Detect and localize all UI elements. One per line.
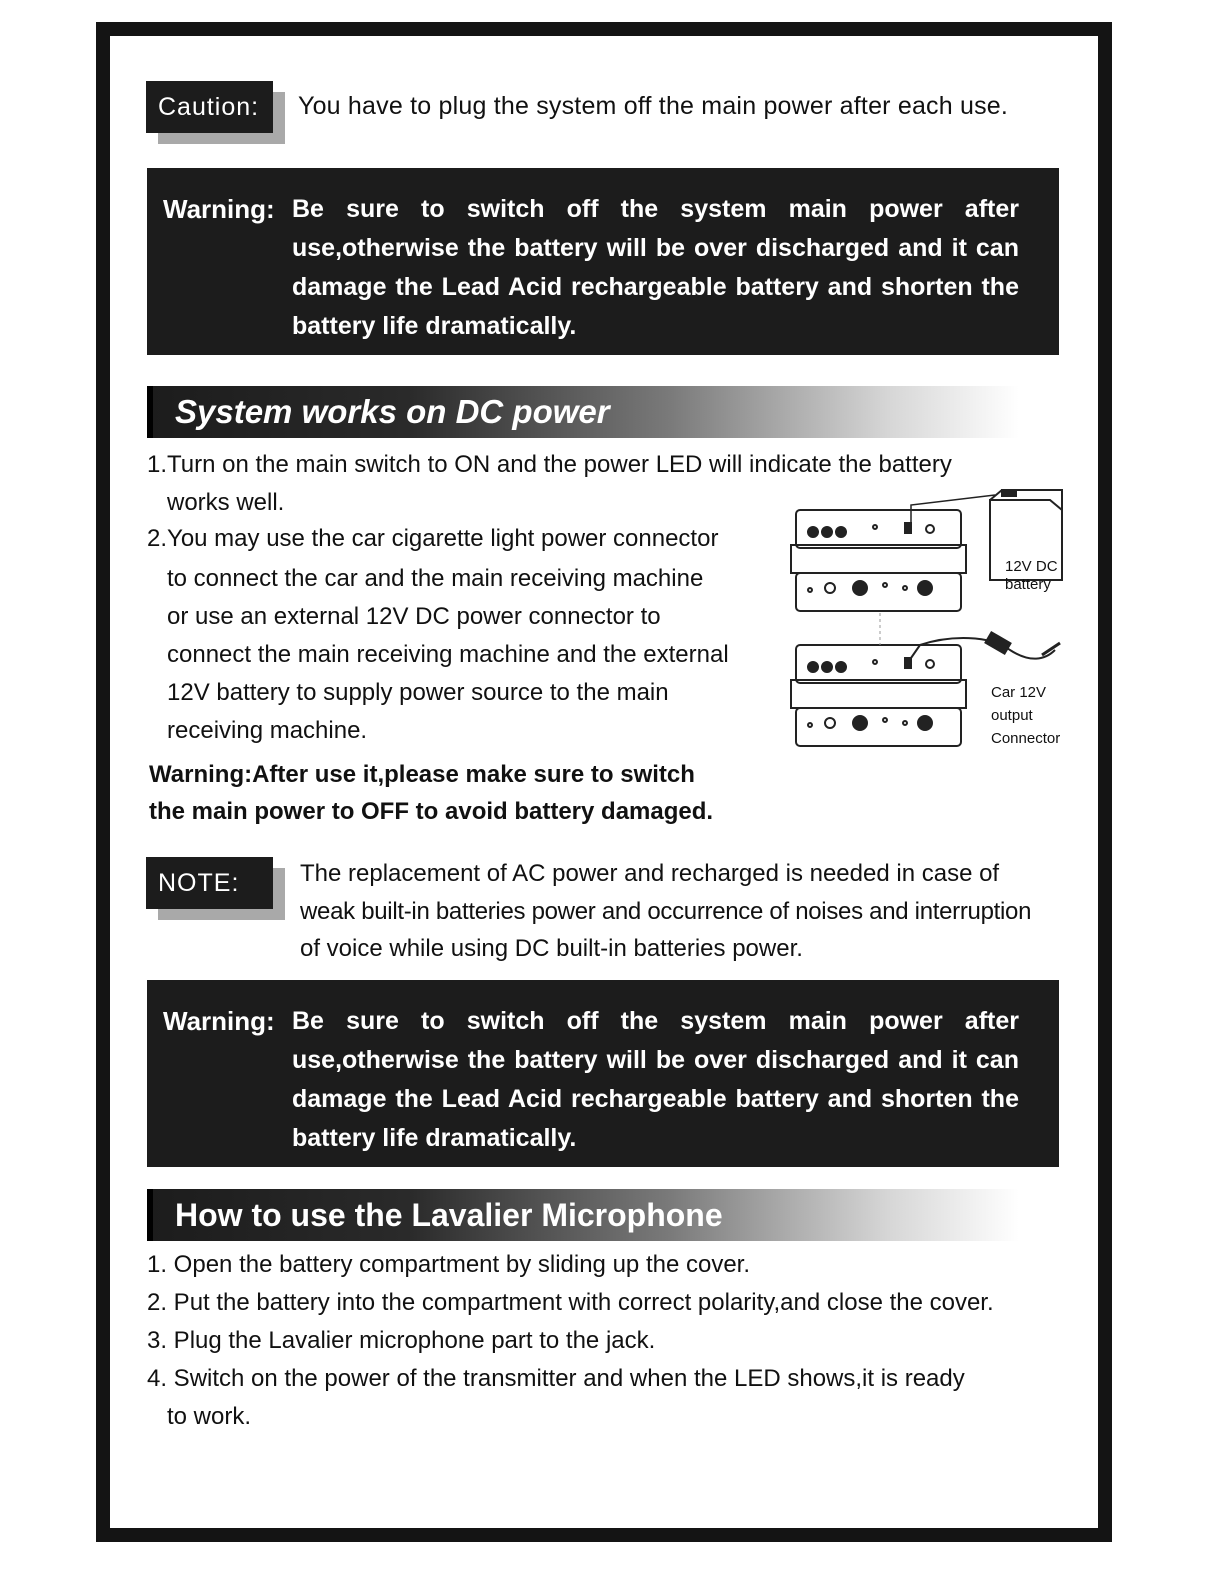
receiver-unit-icon	[791, 510, 966, 611]
battery-label	[1005, 558, 1058, 594]
note-line: of voice while using DC built-in batteries power.	[300, 935, 803, 962]
heading-text: System works on DC power	[175, 393, 610, 430]
car-label-line: Car 12V	[991, 684, 1047, 701]
lavalier-step: 4. Switch on the power of the transmitter and when the LED shows,it is ready	[147, 1365, 965, 1392]
dc-step2-line: 12V battery to supply power source to the main	[167, 679, 669, 706]
caution-tag: Caution:	[146, 81, 273, 133]
note-tag: NOTE:	[146, 857, 273, 909]
section-heading-lavalier	[147, 1189, 1019, 1241]
section-heading-dc-power	[147, 386, 1019, 438]
dc-step1-line: 1.Turn on the main switch to ON and the power LED will indicate the battery	[147, 451, 952, 478]
car-label-line: output	[991, 707, 1033, 724]
lavalier-step: 3. Plug the Lavalier microphone part to the jack.	[147, 1327, 656, 1354]
dc-step2-line: receiving machine.	[167, 717, 368, 744]
dc-step2-line: 2.You may use the car cigarette light power connector	[147, 525, 719, 552]
dc-step2-line: or use an external 12V DC power connector to	[167, 603, 661, 630]
car-label-line: Connector	[991, 730, 1061, 747]
dc-warning-line: Warning:After use it,please make sure to switch	[149, 761, 695, 788]
dc-step2-line: to connect the car and the main receiving machine	[167, 565, 704, 592]
warning-box-2	[147, 980, 1059, 1167]
note-line: weak built-in batteries power and occurrence of noises and interruption	[300, 898, 1032, 925]
heading-bar	[147, 386, 153, 438]
warning-label: Warning:	[163, 194, 275, 224]
warning-box-1	[147, 168, 1059, 355]
warning-label: Warning:	[163, 1006, 275, 1036]
lavalier-step: 2. Put the battery into the compartment with correct polarity,and close the cover.	[147, 1289, 994, 1316]
lavalier-step: 1. Open the battery compartment by sliding up the cover.	[147, 1251, 750, 1278]
warning-text: Be sure to switch off the system main power after use,otherwise the battery will be over discharged and it can damage the Lead Acid rechargeable battery and shorten the battery life dramatically.	[292, 195, 1019, 340]
note-line: The replacement of AC power and recharged is needed in case of	[300, 860, 1000, 887]
dc-warning-line: the main power to OFF to avoid battery damaged.	[149, 798, 714, 825]
lavalier-step-continuation: to work.	[167, 1403, 252, 1430]
caution-text: You have to plug the system off the main power after each use.	[298, 92, 1009, 120]
battery-label-line: 12V DC	[1005, 558, 1058, 575]
receiver-unit-icon	[791, 645, 966, 746]
dc-step2-line: connect the main receiving machine and the external	[167, 641, 729, 668]
battery-label-line: battery	[1005, 576, 1051, 593]
warning-text: Be sure to switch off the system main power after use,otherwise the battery will be over discharged and it can damage the Lead Acid rechargeable battery and shorten the battery life dramatically.	[292, 1007, 1019, 1152]
dc-step1-line: works well.	[167, 489, 285, 516]
car-connector-label	[991, 681, 1060, 750]
heading-bar	[147, 1189, 153, 1241]
heading-text: How to use the Lavalier Microphone	[175, 1196, 723, 1233]
